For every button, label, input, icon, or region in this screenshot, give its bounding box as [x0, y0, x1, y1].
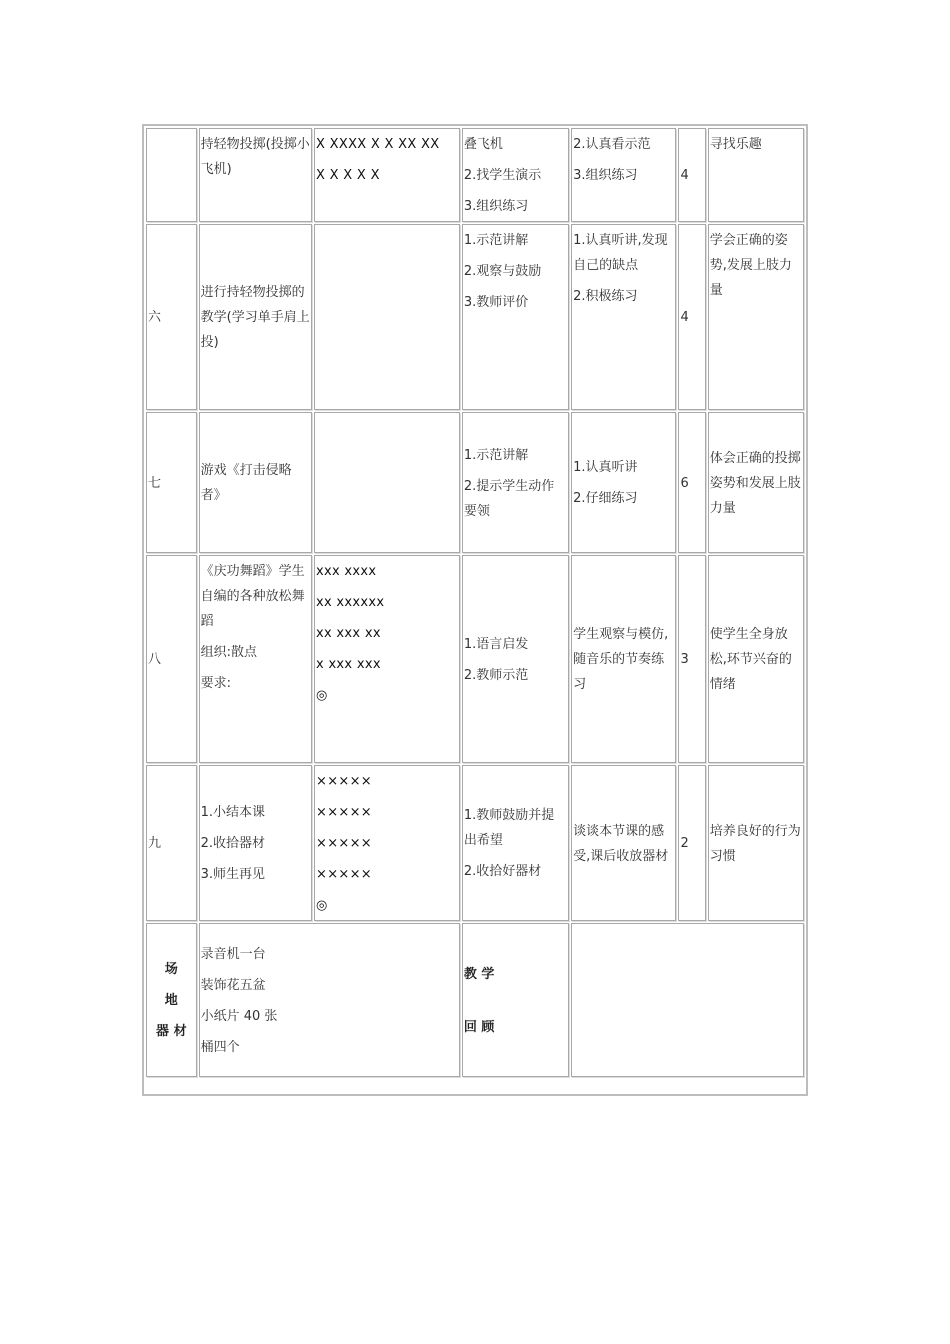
- cell-line: 器 材: [156, 1024, 187, 1039]
- cell-line: 学会正确的姿势,发展上肢力量: [709, 233, 792, 298]
- cell-line: 使学生全身放松,环节兴奋的情绪: [709, 627, 792, 692]
- cell-line: 2.提示学生动作要领: [463, 478, 555, 519]
- cell-line: xx xxx xx: [316, 626, 381, 641]
- cell-line: 《庆功舞蹈》学生自编的各种放松舞蹈: [200, 564, 305, 629]
- cell-line: 2.观察与鼓励: [463, 264, 542, 279]
- cell-line: 谈谈本节课的感受,课后收放器材: [573, 823, 669, 864]
- cell-line: 学生观察与模仿,随音乐的节奏练习: [573, 627, 669, 692]
- cell-line: ◎: [316, 688, 328, 703]
- content-cell: [199, 128, 312, 222]
- content-cell: [199, 555, 312, 763]
- teacher-activity-cell: [462, 412, 569, 553]
- table-row: [146, 555, 804, 763]
- review-label-line: 教 学: [463, 966, 495, 982]
- cell-line: 3.组织练习: [463, 199, 529, 214]
- minutes-cell: [678, 224, 705, 410]
- cell-line: 1.小结本课: [200, 805, 266, 820]
- minutes-cell: [678, 555, 705, 763]
- cell-line: 1.示范讲解: [463, 233, 529, 248]
- step-number-cell: [146, 412, 197, 553]
- formation-cell: [314, 224, 460, 410]
- cell-line: 1.教师鼓励并提出希望: [463, 808, 555, 848]
- minutes-value: 3: [680, 652, 689, 667]
- cell-line: 录音机一台: [200, 946, 266, 962]
- step-number-cell: [146, 224, 197, 410]
- cell-line: X XXXX X X XX XX: [316, 137, 440, 152]
- cell-line: 1.认真听讲,发现自己的缺点: [573, 233, 668, 273]
- goal-cell: [708, 224, 804, 410]
- cell-line: 桶四个: [200, 1039, 240, 1055]
- cell-line: 2.教师示范: [463, 667, 529, 683]
- lesson-plan-table: [142, 124, 808, 1096]
- minutes-value: 4: [680, 168, 689, 183]
- teacher-activity-cell: [462, 765, 569, 921]
- minutes-cell: [678, 412, 705, 553]
- cell-line: 2.仔细练习: [573, 491, 638, 506]
- teaching-review-content: [571, 923, 804, 1077]
- student-activity-cell: [571, 224, 676, 410]
- lesson-table: [144, 126, 806, 1079]
- cell-line: 2.找学生演示: [463, 168, 542, 183]
- cell-line: 2.积极练习: [573, 289, 638, 304]
- content-cell: [199, 765, 312, 921]
- cell-line: ×××××: [316, 774, 372, 789]
- step-number: 六: [148, 310, 162, 325]
- cell-line: 装饰花五盆: [200, 977, 266, 993]
- goal-cell: [708, 555, 804, 763]
- teacher-activity-cell: [462, 555, 569, 763]
- cell-line: ×××××: [316, 836, 372, 851]
- student-activity-cell: [571, 765, 676, 921]
- teacher-activity-cell: [462, 128, 569, 222]
- cell-line: 3.组织练习: [573, 168, 638, 183]
- cell-line: 寻找乐趣: [709, 137, 762, 152]
- review-label-line: 回 顾: [463, 1019, 495, 1035]
- minutes-cell: [678, 128, 705, 222]
- formation-cell: [314, 555, 460, 763]
- step-number-cell: [146, 128, 197, 222]
- step-number: 八: [148, 652, 162, 667]
- cell-line: ◎: [316, 898, 328, 913]
- cell-line: xx xxxxxx: [316, 595, 385, 610]
- cell-line: 2.收拾好器材: [463, 864, 542, 879]
- minutes-value: 4: [680, 310, 689, 325]
- cell-line: 进行持轻物投掷的教学(学习单手肩上投): [200, 285, 310, 350]
- cell-line: 游戏《打击侵略者》: [200, 463, 292, 503]
- minutes-cell: [678, 765, 705, 921]
- cell-line: x xxx xxx: [316, 657, 381, 672]
- table-row: [146, 765, 804, 921]
- content-cell: [199, 412, 312, 553]
- cell-line: 1.认真听讲: [573, 460, 638, 475]
- cell-line: 地: [164, 993, 178, 1008]
- student-activity-cell: [571, 128, 676, 222]
- step-number: 九: [148, 836, 162, 851]
- cell-line: 场: [164, 962, 178, 977]
- step-number-cell: [146, 765, 197, 921]
- goal-cell: [708, 765, 804, 921]
- formation-cell: [314, 128, 460, 222]
- step-number-cell: [146, 555, 197, 763]
- cell-line: ×××××: [316, 867, 372, 882]
- cell-line: 组织:散点: [200, 645, 258, 660]
- equipment-list: [199, 923, 460, 1077]
- cell-line: 要求:: [200, 676, 232, 691]
- minutes-value: 2: [680, 836, 689, 851]
- formation-cell: [314, 765, 460, 921]
- cell-line: 2.认真看示范: [573, 137, 651, 152]
- content-cell: [199, 224, 312, 410]
- cell-line: 1.语言启发: [463, 636, 529, 652]
- cell-line: xxx xxxx: [316, 564, 377, 579]
- formation-cell: [314, 412, 460, 553]
- student-activity-cell: [571, 555, 676, 763]
- cell-line: 体会正确的投掷姿势和发展上肢力量: [709, 450, 801, 516]
- cell-line: 持轻物投掷(投掷小飞机): [200, 137, 310, 177]
- cell-line: 小纸片 40 张: [200, 1008, 278, 1024]
- cell-line: 培养良好的行为习惯: [709, 823, 801, 864]
- cell-line: 叠飞机: [463, 137, 503, 152]
- table-row: [146, 128, 804, 222]
- table-row: [146, 412, 804, 553]
- table-row: [146, 224, 804, 410]
- table-body: [146, 128, 804, 1077]
- cell-line: ×××××: [316, 805, 372, 820]
- goal-cell: [708, 128, 804, 222]
- teacher-activity-cell: [462, 224, 569, 410]
- goal-cell: [708, 412, 804, 553]
- cell-line: 2.收拾器材: [200, 836, 266, 851]
- cell-line: 1.示范讲解: [463, 447, 529, 463]
- teaching-review-label: [462, 923, 569, 1077]
- cell-line: X X X X X: [316, 168, 380, 183]
- student-activity-cell: [571, 412, 676, 553]
- step-number: 七: [148, 475, 162, 491]
- venue-equipment-label: [146, 923, 197, 1077]
- footer-row: [146, 923, 804, 1077]
- cell-line: 3.师生再见: [200, 867, 266, 882]
- minutes-value: 6: [680, 475, 689, 491]
- cell-line: 3.教师评价: [463, 295, 529, 310]
- spacer: [464, 993, 567, 1015]
